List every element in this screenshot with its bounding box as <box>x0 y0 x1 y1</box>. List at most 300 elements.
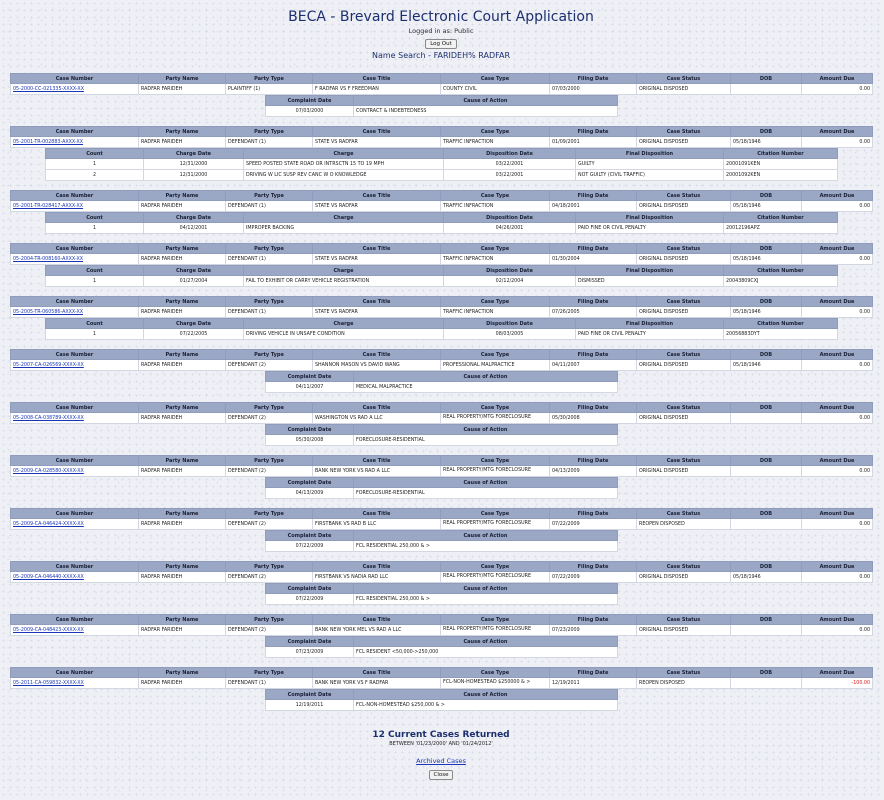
case-row <box>11 137 873 148</box>
complaint-table <box>265 424 618 446</box>
case-cell-dob: 05/18/1946 <box>731 137 802 148</box>
case-header-row <box>11 562 873 572</box>
charge-cell-charge: FAIL TO EXHIBIT OR CARRY VEHICLE REGISTRATION <box>244 276 444 287</box>
case-column-header: Case Title <box>313 668 441 678</box>
case-column-header: Case Status <box>637 615 731 625</box>
case-cell-amount-due: 0.00 <box>802 413 873 424</box>
case-cell-party-type: DEFENDANT (2) <box>226 519 313 530</box>
complaint-date: 07/22/2009 <box>266 541 354 552</box>
case-cell-amount-due: 0.00 <box>802 137 873 148</box>
case-row <box>11 360 873 371</box>
case-column-header: Case Title <box>313 509 441 519</box>
case-column-header: Case Status <box>637 191 731 201</box>
case-column-header: Case Type <box>441 562 550 572</box>
case-cell-case-status: ORIGINAL DISPOSED <box>637 360 731 371</box>
close-button[interactable]: Close <box>429 770 454 780</box>
case-spacer <box>10 446 872 455</box>
case-column-header: DOB <box>731 509 802 519</box>
charge-cell-charge-date: 04/12/2001 <box>144 223 244 234</box>
case-cell-case-title: WASHINGTON VS RAD A LLC <box>313 413 441 424</box>
case-row <box>11 572 873 583</box>
case-column-header: Case Type <box>441 403 550 413</box>
case-header-row <box>11 403 873 413</box>
case-cell-case-title: SHANNON MASON VS DAVID WANG <box>313 360 441 371</box>
case-column-header: Amount Due <box>802 74 873 84</box>
case-row <box>11 519 873 530</box>
case-cell-party-type: DEFENDANT (2) <box>226 360 313 371</box>
complaint-row <box>266 541 618 552</box>
complaint-header-row <box>266 372 618 382</box>
results-footer <box>10 730 872 780</box>
case-cell-case-number <box>11 137 139 148</box>
case-number-link[interactable]: 05-2001-TR-002883-AXXX-XX <box>13 139 84 145</box>
case-header-row <box>11 297 873 307</box>
case-cell-dob: 05/18/1946 <box>731 572 802 583</box>
charge-cell-count: 1 <box>46 329 144 340</box>
case-cell-amount-due: -100.00 <box>802 678 873 689</box>
complaint-row <box>266 382 618 393</box>
case-cell-case-number <box>11 254 139 265</box>
case-cell-case-number <box>11 625 139 636</box>
case-column-header: Case Number <box>11 562 139 572</box>
cause-of-action: FORECLOSURE-RESIDENTIAL <box>354 435 618 446</box>
charges-column-header: Citation Number <box>724 213 838 223</box>
case-column-header: Filing Date <box>550 244 637 254</box>
cause-of-action: MEDICAL MALPRACTICE <box>354 382 618 393</box>
complaint-column-header: Complaint Date <box>266 478 354 488</box>
case-cell-party-type: DEFENDANT (1) <box>226 201 313 212</box>
case-cell-case-type: TRAFFIC INFRACTION <box>441 254 550 265</box>
case-number-link[interactable]: 05-2009-CA-046440-XXXX-XX <box>13 574 84 580</box>
charge-cell-disposition-date: 03/22/2001 <box>444 159 576 170</box>
charges-column-header: Charge <box>244 319 444 329</box>
case-number-link[interactable]: 05-2001-TR-028417-AXXX-XX <box>13 203 84 209</box>
case-cell-filing-date: 05/30/2008 <box>550 413 637 424</box>
case-cell-party-type: DEFENDANT (1) <box>226 137 313 148</box>
case-column-header: Filing Date <box>550 403 637 413</box>
charges-column-header: Count <box>46 149 144 159</box>
case-column-header: Case Number <box>11 456 139 466</box>
complaint-column-header: Cause of Action <box>354 637 618 647</box>
case-column-header: Party Name <box>139 297 226 307</box>
case-column-header: Filing Date <box>550 562 637 572</box>
case-row <box>11 625 873 636</box>
case-column-header: DOB <box>731 456 802 466</box>
case-cell-party-name: RADFAR FARIDEH <box>139 625 226 636</box>
case-column-header: Case Title <box>313 74 441 84</box>
case-cell-case-status: ORIGINAL DISPOSED <box>637 201 731 212</box>
case-header-row <box>11 191 873 201</box>
charges-column-header: Charge <box>244 149 444 159</box>
case-column-header: DOB <box>731 403 802 413</box>
case-spacer <box>10 552 872 561</box>
case-number-link[interactable]: 05-2004-TR-008160-AXXX-XX <box>13 256 84 262</box>
case-table <box>10 614 873 636</box>
case-cell-amount-due: 0.00 <box>802 84 873 95</box>
charges-table <box>45 265 838 287</box>
case-column-header: Party Type <box>226 403 313 413</box>
case-spacer <box>10 234 872 243</box>
case-column-header: Party Name <box>139 244 226 254</box>
case-column-header: Case Status <box>637 668 731 678</box>
case-column-header: Case Type <box>441 668 550 678</box>
charges-column-header: Disposition Date <box>444 319 576 329</box>
complaint-date: 12/19/2011 <box>266 700 354 711</box>
case-column-header: Party Type <box>226 297 313 307</box>
case-number-link[interactable]: 05-2007-CA-026569-XXXX-XX <box>13 362 84 368</box>
case-column-header: Party Name <box>139 509 226 519</box>
case-number-link[interactable]: 05-2009-CA-048423-XXXX-XX <box>13 627 84 633</box>
page-header <box>10 8 872 63</box>
complaint-column-header: Complaint Date <box>266 531 354 541</box>
complaint-column-header: Complaint Date <box>266 690 354 700</box>
case-number-link[interactable]: 05-2009-CA-046424-XXXX-XX <box>13 521 84 527</box>
case-cell-party-name: RADFAR FARIDEH <box>139 84 226 95</box>
charge-cell-final-disposition: DISMISSED <box>576 276 724 287</box>
case-column-header: DOB <box>731 74 802 84</box>
case-cell-filing-date: 01/30/2004 <box>550 254 637 265</box>
charge-cell-count: 1 <box>46 223 144 234</box>
case-cell-case-number <box>11 413 139 424</box>
case-column-header: Filing Date <box>550 127 637 137</box>
case-header-row <box>11 456 873 466</box>
case-cell-dob: 05/18/1946 <box>731 254 802 265</box>
case-cell-amount-due: 0.00 <box>802 519 873 530</box>
case-number-link[interactable]: 05-2008-CA-038789-XXXX-XX <box>13 415 84 421</box>
case-cell-case-title: STATE VS RADFAR <box>313 137 441 148</box>
charge-cell-count: 2 <box>46 170 144 181</box>
case-cell-case-status: ORIGINAL DISPOSED <box>637 254 731 265</box>
charge-cell-citation: 20001091KEN <box>724 159 838 170</box>
case-table <box>10 296 873 318</box>
complaint-column-header: Cause of Action <box>354 531 618 541</box>
charge-cell-disposition-date: 08/03/2005 <box>444 329 576 340</box>
case-block <box>10 243 872 287</box>
case-cell-case-number <box>11 466 139 477</box>
case-column-header: Case Number <box>11 127 139 137</box>
charges-table <box>45 318 838 340</box>
case-cell-party-type: DEFENDANT (1) <box>226 254 313 265</box>
complaint-header-row <box>266 425 618 435</box>
case-table <box>10 508 873 530</box>
case-cell-case-type: REAL PROPERTY/MTG FORECLOSURE <box>441 413 550 424</box>
date-range: BETWEEN '01/23/2000' AND '01/24/2012' <box>389 741 493 747</box>
cause-of-action: CONTRACT & INDEBTEDNESS <box>354 106 618 117</box>
cause-of-action: FORECLOSURE-RESIDENTIAL <box>354 488 618 499</box>
case-row <box>11 254 873 265</box>
case-column-header: Case Title <box>313 350 441 360</box>
charge-cell-citation: 20012196APZ <box>724 223 838 234</box>
charge-cell-count: 1 <box>46 159 144 170</box>
case-column-header: Party Type <box>226 127 313 137</box>
case-column-header: Case Status <box>637 456 731 466</box>
charge-row <box>46 329 838 340</box>
case-cell-party-name: RADFAR FARIDEH <box>139 307 226 318</box>
charges-column-header: Count <box>46 266 144 276</box>
case-column-header: DOB <box>731 127 802 137</box>
case-cell-case-type: REAL PROPERTY/MTG FORECLOSURE <box>441 519 550 530</box>
case-spacer <box>10 340 872 349</box>
case-table <box>10 667 873 689</box>
charges-table <box>45 212 838 234</box>
case-column-header: Party Name <box>139 127 226 137</box>
case-cell-party-name: RADFAR FARIDEH <box>139 678 226 689</box>
case-column-header: Case Status <box>637 350 731 360</box>
complaint-date: 07/23/2009 <box>266 647 354 658</box>
case-cell-amount-due: 0.00 <box>802 572 873 583</box>
case-number-link[interactable]: 05-2000-CC-021335-XXXX-XX <box>13 86 84 92</box>
complaint-table <box>265 95 618 117</box>
case-table <box>10 190 873 212</box>
case-column-header: DOB <box>731 350 802 360</box>
case-spacer <box>10 117 872 126</box>
charges-column-header: Charge <box>244 213 444 223</box>
charges-table <box>45 148 838 181</box>
complaint-row <box>266 488 618 499</box>
case-cell-case-title: BANK NEW YORK VS F RADFAR <box>313 678 441 689</box>
search-title: Name Search - FARIDEH% RADFAR <box>372 51 510 60</box>
case-column-header: Case Number <box>11 297 139 307</box>
complaint-date: 04/13/2009 <box>266 488 354 499</box>
case-cell-case-status: ORIGINAL DISPOSED <box>637 137 731 148</box>
complaint-table <box>265 371 618 393</box>
complaint-column-header: Cause of Action <box>354 96 618 106</box>
case-spacer <box>10 287 872 296</box>
case-column-header: Case Number <box>11 350 139 360</box>
charges-column-header: Final Disposition <box>576 149 724 159</box>
charge-cell-charge-date: 12/31/2000 <box>144 170 244 181</box>
case-column-header: Filing Date <box>550 350 637 360</box>
case-cell-dob <box>731 625 802 636</box>
case-cell-case-number <box>11 572 139 583</box>
charges-column-header: Citation Number <box>724 149 838 159</box>
case-number-link[interactable]: 05-2011-CA-059832-XXXX-XX <box>13 680 84 686</box>
charges-header-row <box>46 149 838 159</box>
case-column-header: Case Number <box>11 191 139 201</box>
case-column-header: Case Type <box>441 74 550 84</box>
charges-column-header: Disposition Date <box>444 266 576 276</box>
case-cell-filing-date: 07/03/2000 <box>550 84 637 95</box>
case-column-header: Party Name <box>139 74 226 84</box>
case-cell-party-name: RADFAR FARIDEH <box>139 137 226 148</box>
case-column-header: Case Title <box>313 615 441 625</box>
case-table <box>10 402 873 424</box>
case-column-header: Case Status <box>637 74 731 84</box>
case-block <box>10 508 872 552</box>
case-column-header: Filing Date <box>550 191 637 201</box>
case-row <box>11 678 873 689</box>
case-block <box>10 561 872 605</box>
case-cell-amount-due: 0.00 <box>802 466 873 477</box>
case-column-header: Party Name <box>139 562 226 572</box>
case-column-header: DOB <box>731 191 802 201</box>
case-cell-case-title: BANK NEW YORK MEL VS RAD A LLC <box>313 625 441 636</box>
charges-column-header: Charge Date <box>144 213 244 223</box>
case-column-header: Amount Due <box>802 403 873 413</box>
case-column-header: Case Title <box>313 244 441 254</box>
charge-cell-citation: 20056883DYT <box>724 329 838 340</box>
complaint-column-header: Cause of Action <box>354 584 618 594</box>
case-cell-dob <box>731 678 802 689</box>
charge-cell-final-disposition: PAID FINE OR CIVIL PENALTY <box>576 329 724 340</box>
case-cell-dob <box>731 413 802 424</box>
case-column-header: DOB <box>731 615 802 625</box>
charges-column-header: Charge Date <box>144 149 244 159</box>
case-cell-case-number <box>11 678 139 689</box>
case-column-header: Party Type <box>226 191 313 201</box>
charge-cell-final-disposition: PAID FINE OR CIVIL PENALTY <box>576 223 724 234</box>
case-cell-case-title: STATE VS RADFAR <box>313 254 441 265</box>
case-cell-case-type: REAL PROPERTY/MTG FORECLOSURE <box>441 466 550 477</box>
complaint-column-header: Complaint Date <box>266 96 354 106</box>
case-column-header: Party Type <box>226 509 313 519</box>
case-column-header: Party Type <box>226 562 313 572</box>
case-spacer <box>10 181 872 190</box>
case-column-header: Amount Due <box>802 191 873 201</box>
complaint-header-row <box>266 478 618 488</box>
charge-cell-final-disposition: NOT GUILTY (CIVIL TRAFFIC) <box>576 170 724 181</box>
case-column-header: Case Type <box>441 127 550 137</box>
case-cell-filing-date: 04/11/2007 <box>550 360 637 371</box>
case-column-header: Case Title <box>313 562 441 572</box>
charge-cell-charge-date: 12/31/2000 <box>144 159 244 170</box>
case-column-header: Case Title <box>313 456 441 466</box>
case-column-header: DOB <box>731 297 802 307</box>
case-cell-filing-date: 07/22/2009 <box>550 519 637 530</box>
case-column-header: Case Number <box>11 74 139 84</box>
case-cell-filing-date: 12/19/2011 <box>550 678 637 689</box>
case-cell-case-type: COUNTY CIVIL <box>441 84 550 95</box>
case-cell-filing-date: 07/22/2009 <box>550 572 637 583</box>
complaint-table <box>265 530 618 552</box>
case-header-row <box>11 127 873 137</box>
case-cell-case-status: ORIGINAL DISPOSED <box>637 413 731 424</box>
case-cell-case-type: TRAFFIC INFRACTION <box>441 201 550 212</box>
case-cell-case-status: REOPEN DISPOSED <box>637 678 731 689</box>
case-number-link[interactable]: 05-2005-TR-060586-AXXX-XX <box>13 309 84 315</box>
case-header-row <box>11 74 873 84</box>
charges-column-header: Charge Date <box>144 266 244 276</box>
case-block <box>10 296 872 340</box>
charges-column-header: Final Disposition <box>576 213 724 223</box>
charges-header-row <box>46 266 838 276</box>
case-cell-case-status: ORIGINAL DISPOSED <box>637 307 731 318</box>
case-cell-party-type: DEFENDANT (2) <box>226 413 313 424</box>
case-cell-amount-due: 0.00 <box>802 201 873 212</box>
case-cell-dob: 05/18/1946 <box>731 201 802 212</box>
case-cell-party-type: DEFENDANT (1) <box>226 307 313 318</box>
case-column-header: Party Type <box>226 456 313 466</box>
case-cell-party-name: RADFAR FARIDEH <box>139 413 226 424</box>
complaint-date: 04/11/2007 <box>266 382 354 393</box>
charge-cell-charge-date: 01/27/2004 <box>144 276 244 287</box>
charges-column-header: Charge <box>244 266 444 276</box>
cause-of-action: FCL-NON-HOMESTEAD $250,000 & > <box>354 700 618 711</box>
complaint-row <box>266 594 618 605</box>
archived-cases-link[interactable]: Archived Cases <box>416 757 466 765</box>
complaint-header-row <box>266 584 618 594</box>
case-column-header: Party Name <box>139 403 226 413</box>
charges-column-header: Disposition Date <box>444 149 576 159</box>
case-column-header: Amount Due <box>802 127 873 137</box>
case-cell-case-type: REAL PROPERTY/MTG FORECLOSURE <box>441 572 550 583</box>
case-column-header: Case Status <box>637 297 731 307</box>
case-column-header: Filing Date <box>550 615 637 625</box>
complaint-row <box>266 700 618 711</box>
case-cell-filing-date: 01/09/2001 <box>550 137 637 148</box>
case-cell-amount-due: 0.00 <box>802 360 873 371</box>
case-cell-case-type: FCL-NON-HOMESTEAD $250000 & > <box>441 678 550 689</box>
case-column-header: Amount Due <box>802 509 873 519</box>
case-cell-party-name: RADFAR FARIDEH <box>139 201 226 212</box>
case-column-header: Case Title <box>313 403 441 413</box>
charges-column-header: Disposition Date <box>444 213 576 223</box>
case-spacer <box>10 711 872 720</box>
case-spacer <box>10 499 872 508</box>
charge-cell-charge: DRIVING W LIC SUSP REV CANC W O KNOWLEDGE <box>244 170 444 181</box>
complaint-header-row <box>266 531 618 541</box>
case-column-header: Party Type <box>226 350 313 360</box>
complaint-column-header: Complaint Date <box>266 372 354 382</box>
case-column-header: Party Type <box>226 244 313 254</box>
case-header-row <box>11 509 873 519</box>
case-cell-dob <box>731 466 802 477</box>
charge-row <box>46 276 838 287</box>
charges-column-header: Final Disposition <box>576 266 724 276</box>
case-cell-case-number <box>11 307 139 318</box>
complaint-date: 05/30/2008 <box>266 435 354 446</box>
case-cell-party-type: DEFENDANT (1) <box>226 678 313 689</box>
case-column-header: Case Type <box>441 191 550 201</box>
case-table <box>10 73 873 95</box>
case-column-header: DOB <box>731 244 802 254</box>
case-column-header: Party Name <box>139 191 226 201</box>
case-cell-case-number <box>11 360 139 371</box>
case-cell-dob <box>731 519 802 530</box>
complaint-table <box>265 636 618 658</box>
case-cell-case-title: STATE VS RADFAR <box>313 201 441 212</box>
case-column-header: Party Name <box>139 615 226 625</box>
case-row <box>11 201 873 212</box>
case-spacer <box>10 393 872 402</box>
case-block <box>10 349 872 393</box>
case-column-header: Case Type <box>441 244 550 254</box>
case-cell-case-status: ORIGINAL DISPOSED <box>637 466 731 477</box>
case-block <box>10 190 872 234</box>
case-number-link[interactable]: 05-2009-CA-028580-XXXX-XX <box>13 468 84 474</box>
case-cell-party-name: RADFAR FARIDEH <box>139 519 226 530</box>
charge-cell-citation: 20001092KEN <box>724 170 838 181</box>
app-title: BECA - Brevard Electronic Court Application <box>288 9 594 25</box>
complaint-row <box>266 435 618 446</box>
case-column-header: Party Type <box>226 668 313 678</box>
case-row <box>11 84 873 95</box>
case-column-header: Party Name <box>139 668 226 678</box>
charge-cell-citation: 20043809CXJ <box>724 276 838 287</box>
case-spacer <box>10 658 872 667</box>
case-header-row <box>11 350 873 360</box>
charge-cell-charge: IMPROPER BACKING <box>244 223 444 234</box>
complaint-column-header: Complaint Date <box>266 584 354 594</box>
complaint-header-row <box>266 96 618 106</box>
case-block <box>10 126 872 181</box>
logout-button[interactable]: Log Out <box>425 39 457 49</box>
case-column-header: Amount Due <box>802 350 873 360</box>
case-cell-party-name: RADFAR FARIDEH <box>139 360 226 371</box>
case-cell-party-type: PLAINTIFF (1) <box>226 84 313 95</box>
case-cell-amount-due: 0.00 <box>802 625 873 636</box>
case-column-header: Amount Due <box>802 562 873 572</box>
